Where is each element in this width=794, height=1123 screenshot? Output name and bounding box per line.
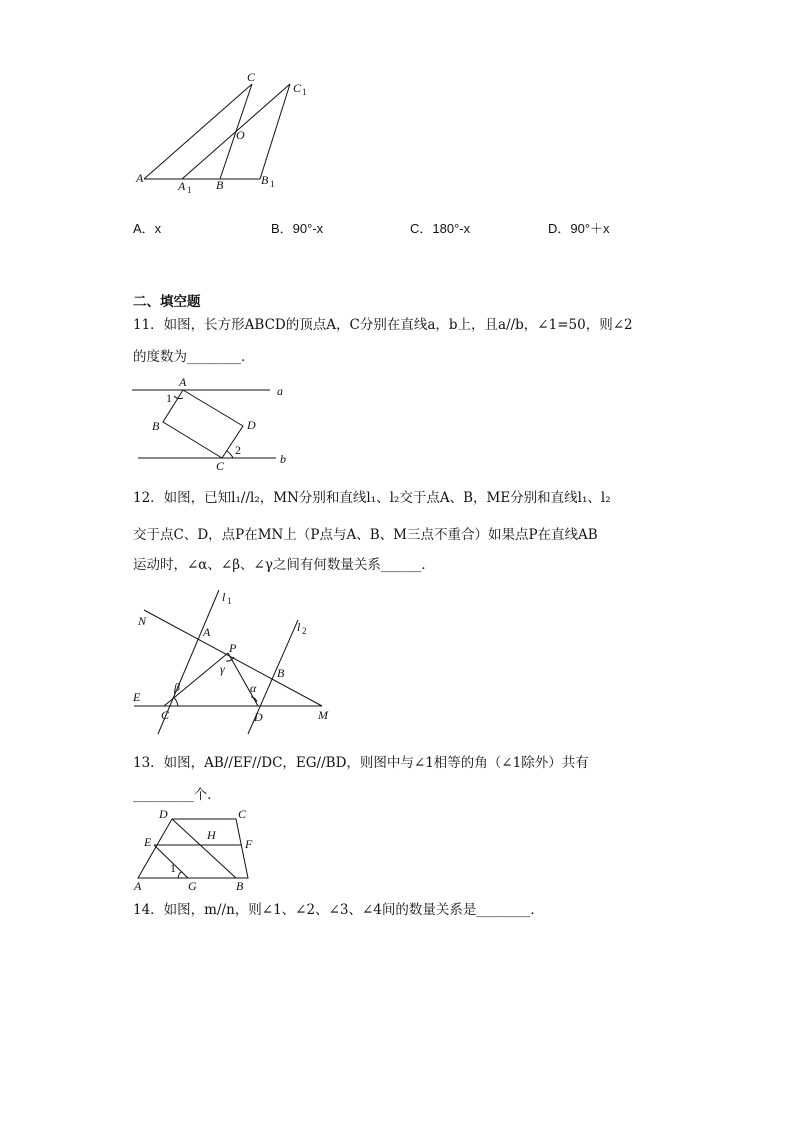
figure-q12: [130, 584, 340, 742]
q12-line3: 运动时，∠α、∠β、∠γ之间有何数量关系______．: [133, 557, 435, 573]
figure-q11: [130, 374, 300, 474]
fig13-label-F: F: [245, 837, 253, 851]
label-O: O: [236, 128, 245, 142]
q14-line1: 14．如图，m//n，则∠1、∠2、∠3、∠4间的数量关系是________．: [133, 902, 544, 918]
fig12-label-l2: l: [297, 620, 301, 634]
q11-line2: 的度数为________．: [133, 349, 255, 365]
q12-line1: 12．如图，已知l₁//l₂，MN分别和直线l₁、l₂交于点A、B，ME分别和直线l₁、l₂: [133, 490, 611, 506]
figure-q10: [130, 68, 320, 198]
fig12-label-E: E: [133, 690, 141, 704]
fig13-label-1: 1: [170, 861, 176, 875]
label-B1-sub: 1: [270, 179, 275, 189]
fig11-label-a: a: [277, 384, 283, 398]
fig12-label-B: B: [277, 666, 285, 680]
fig12-label-N: N: [138, 614, 147, 628]
label-C1-sub: 1: [302, 87, 307, 97]
fig11-label-1: 1: [166, 391, 172, 405]
fig12-label-beta: β: [174, 680, 180, 694]
fig13-label-D: D: [159, 807, 168, 821]
fig12-label-D: D: [254, 710, 263, 724]
option-b: B．90°-x: [271, 221, 324, 236]
q11-line1: 11．如图，长方形ABCD的顶点A，C分别在直线a，b上，且a//b，∠1=50，则∠2: [133, 317, 633, 333]
figure-q13: [130, 806, 270, 896]
section-heading: 二、填空题: [133, 294, 201, 310]
label-A1: A: [178, 179, 186, 193]
fig12-label-M: M: [318, 708, 328, 722]
q13-line2: _________个．: [133, 787, 221, 803]
label-B: B: [216, 178, 224, 192]
fig12-label-gamma: γ: [220, 662, 225, 676]
fig13-label-C: C: [238, 807, 247, 821]
fig12-label-C: C: [161, 708, 170, 722]
fig13-label-B: B: [236, 879, 244, 893]
label-C1: C: [293, 81, 302, 95]
fig12-label-alpha: α: [250, 681, 257, 695]
fig11-label-b: b: [280, 452, 286, 466]
figure-q10-lines: [144, 84, 290, 179]
fig13-label-H: H: [207, 828, 216, 842]
option-d: D．90°＋x: [548, 221, 610, 236]
fig12-label-P: P: [229, 641, 237, 655]
label-B1: B: [261, 173, 269, 187]
option-c: C．180°-x: [410, 221, 471, 236]
fig11-label-C: C: [216, 459, 225, 473]
fig13-label-A: A: [134, 879, 142, 893]
option-a: A．x: [133, 221, 162, 236]
fig12-label-A: A: [203, 625, 211, 639]
fig13-label-G: G: [188, 879, 197, 893]
fig11-label-2: 2: [235, 443, 241, 457]
fig11-label-D: D: [247, 418, 256, 432]
label-A1-sub: 1: [187, 185, 192, 195]
label-A: A: [136, 171, 144, 185]
fig12-label-l1: l: [222, 590, 226, 604]
fig11-label-A: A: [179, 375, 187, 389]
label-C: C: [247, 70, 256, 84]
figure-q13-lines: [138, 819, 248, 878]
fig12-label-l2-sub: 2: [302, 626, 307, 636]
fig12-label-l1-sub: 1: [227, 596, 232, 606]
fig11-label-B: B: [152, 419, 160, 433]
q12-line2: 交于点C、D，点P在MN上（P点与A、B、M三点不重合）如果点P在直线AB: [133, 527, 598, 543]
q13-line1: 13．如图，AB//EF//DC，EG//BD，则图中与∠1相等的角（∠1除外）共有: [133, 755, 589, 771]
fig13-label-E: E: [144, 835, 152, 849]
